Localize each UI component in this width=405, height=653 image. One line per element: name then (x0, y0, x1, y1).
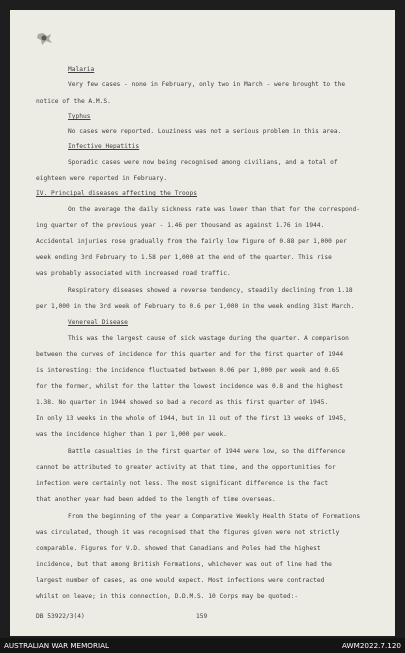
text-line: On the average the daily sickness rate was lower than that for the correspond- (68, 206, 361, 213)
text-line: Battle casualties in the first quarter of 1944 were low, so the difference (68, 448, 346, 455)
text-line: whilst on leave; in this connection, D.D.M.S. 10 Corps may be quoted:- (36, 593, 299, 600)
section-heading: IV. Principal diseases affecting the Troops (36, 190, 198, 197)
archive-id: AWM2022.7.120 (342, 641, 401, 650)
punch-hole-mark (34, 28, 56, 50)
reference-code: DB 53922/3(4) (36, 613, 85, 620)
text-line: comparable. Figures for V.D. showed that Canadians and Poles had the highest (36, 545, 321, 552)
section-heading: Venereal Disease (68, 319, 128, 326)
text-line: for the former, whilst for the latter the lowest incidence was 0.8 and the highest (36, 383, 344, 390)
text-line: Respiratory diseases showed a reverse tendency, steadily declining from 1.18 (68, 287, 353, 294)
section-heading: Typhus (68, 113, 91, 120)
text-line: This was the largest cause of sick wastage during the quarter. A comparison (68, 335, 349, 342)
text-line: was probably associated with increased road traffic. (36, 270, 231, 277)
page-number: 159 (196, 613, 208, 620)
text-line: per 1,000 in the 3rd week of February to 0.6 per 1,000 in the week ending 31st March. (36, 303, 355, 310)
text-line: cannot be attributed to greater activity at that time, and the opportunities for (36, 464, 336, 471)
text-line: notice of the A.M.S. (36, 98, 111, 105)
text-line: was circulated, though it was recognised that the figures given were not strictly (36, 529, 340, 536)
text-line: From the beginning of the year a Comparative Weekly Health State of Formations (68, 513, 361, 520)
archive-footer (0, 638, 405, 653)
text-line: Sporadic cases were now being recognised among civilians, and a total of (68, 159, 338, 166)
archive-name: AUSTRALIAN WAR MEMORIAL (4, 641, 109, 650)
text-line: week ending 3rd February to 1.58 per 1,000 at the end of the quarter. This rise (36, 254, 332, 261)
text-line: Accidental injuries rose gradually from the fairly low figure of 0.88 per 1,000 per (36, 238, 347, 245)
document-page (10, 10, 395, 636)
text-line: is interesting: the incidence fluctuated between 0.06 per 1,000 per week and 0.65 (36, 367, 340, 374)
text-line: infection were certainly not less. The most significant difference is the fact (36, 480, 329, 487)
text-line: incidence, but that among British Formations, whichever was out of line had the (36, 561, 332, 568)
text-line: was the incidence higher than 1 per 1,000 per week. (36, 431, 228, 438)
text-line: Very few cases - none in February, only two in March - were brought to the (68, 81, 346, 88)
text-line: In only 13 weeks in the whole of 1944, but in 11 out of the first 13 weeks of 1945, (36, 415, 347, 422)
text-line: eighteen were reported in February. (36, 175, 168, 182)
text-line: between the curves of incidence for this quarter and for the first quarter of 1944 (36, 351, 344, 358)
text-line: 1.38. No quarter in 1944 showed so bad a record as this first quarter of 1945. (36, 399, 329, 406)
text-line: that another year had been added to the length of time overseas. (36, 496, 276, 503)
text-line: ing quarter of the previous year - 1.46 per thousand as against 1.76 in 1944. (36, 222, 325, 229)
text-line: largest number of cases, as one would expect. Most infections were contracted (36, 577, 325, 584)
section-heading: Infective Hepatitis (68, 143, 140, 150)
section-heading: Malaria (68, 66, 95, 73)
text-line: No cases were reported. Louziness was not a serious problem in this area. (68, 128, 342, 135)
